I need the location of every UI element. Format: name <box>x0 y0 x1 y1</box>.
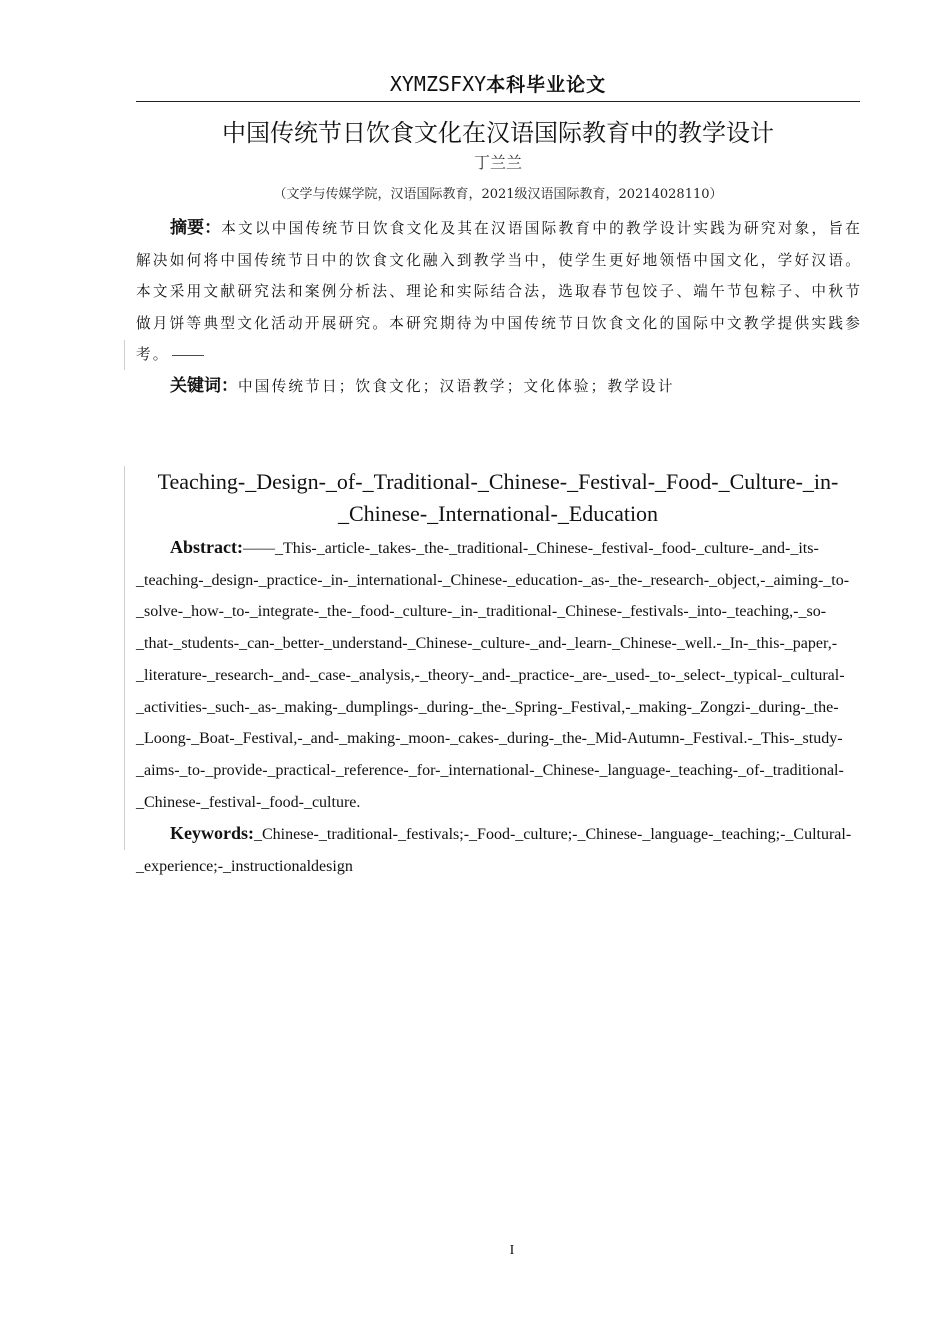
abstract-english <box>136 532 860 818</box>
title-english: Teaching-_Design-_of-_Traditional-_Chinese-_Festival-_Food-_Culture-_in-_Chinese-_International-_Education <box>157 469 839 526</box>
header-rule <box>136 101 860 102</box>
keywords-english-label: Keywords: <box>170 823 254 844</box>
keywords-english <box>136 818 860 882</box>
abstract-chinese-label: 摘要： <box>170 218 222 238</box>
keywords-chinese-text: 中国传统节日；饮食文化；汉语教学；文化体验；教学设计 <box>238 377 675 395</box>
keywords-chinese <box>136 371 862 403</box>
revision-mark <box>172 355 204 356</box>
header-latin: XYMZSFXY <box>389 72 487 96</box>
title-chinese: 中国传统节日饮食文化在汉语国际教育中的教学设计 <box>222 119 774 147</box>
abstract-english-section <box>136 532 860 883</box>
page-header <box>136 70 860 99</box>
header-cn: 本科毕业论文 <box>486 74 607 96</box>
page-number: I <box>509 1243 515 1258</box>
abstract-chinese-text: 本文以中国传统节日饮食文化及其在汉语国际教育中的教学设计实践为研究对象，旨在解决如何将中国传统节日中的饮食文化融入到教学当中，使学生更好地领悟中国文化，学好汉语。本文采用文献研究法和案例分析法、理论和实际结合法，选取春节包饺子、端午节包粽子、中秋节做月饼等典型文化活动开展研究。本研究期待为中国传统节日饮食文化的国际中文教学提供实践参考。 <box>136 220 863 364</box>
margin-change-bar-english <box>124 466 125 850</box>
abstract-chinese <box>136 213 862 371</box>
author-affiliation: （文学与传媒学院，汉语国际教育，2021级汉语国际教育，20214028110） <box>273 187 723 202</box>
abstract-english-text: ——_This-_article-_takes-_the-_traditional-_Chinese-_festival-_food-_culture-_and-_its-_teaching-_design-_practice-_in-_international-_Chinese-_education-_as-_the-_research-_object,-_aiming-_to-_solve-_how-_to-_integrate-_the-_food-_culture-_in-_traditional-_Chinese-_festivals-_into-_teaching,-_so-_that-_students-_can-_better-_understand-_Chinese-_culture-_and-_learn-_Chinese-_well.-_In-_this-_paper,-_literature-_research-_and-_case-_analysis,-_theory-_and-_practice-_are-_used-_to-_select-_typical-_cultural-_activities-_such-_as-_making-_dumplings-_during-_the-_Spring-_Festival,-_making-_Zongzi-_during-_the-_Loong-_Boat-_Festival,-_and-_making-_moon-_cakes-_during-_the-_Mid-Autumn-_Festival.-_This-_study-_aims-_to-_provide-_practical-_reference-_for-_international-_Chinese-_language-_teaching-_of-_traditional-_Chinese-_festival-_food-_culture. <box>136 540 850 811</box>
keywords-english-text: _Chinese-_traditional-_festivals;-_Food-_culture;-_Chinese-_language-_teaching;-_Cultural-_experience;-_instructionaldesign <box>136 826 852 876</box>
abstract-chinese-section <box>136 213 862 403</box>
margin-change-bar <box>124 340 125 370</box>
keywords-chinese-label: 关键词： <box>170 375 238 396</box>
abstract-english-label: Abstract: <box>170 537 243 557</box>
author-name: 丁兰兰 <box>473 153 522 172</box>
